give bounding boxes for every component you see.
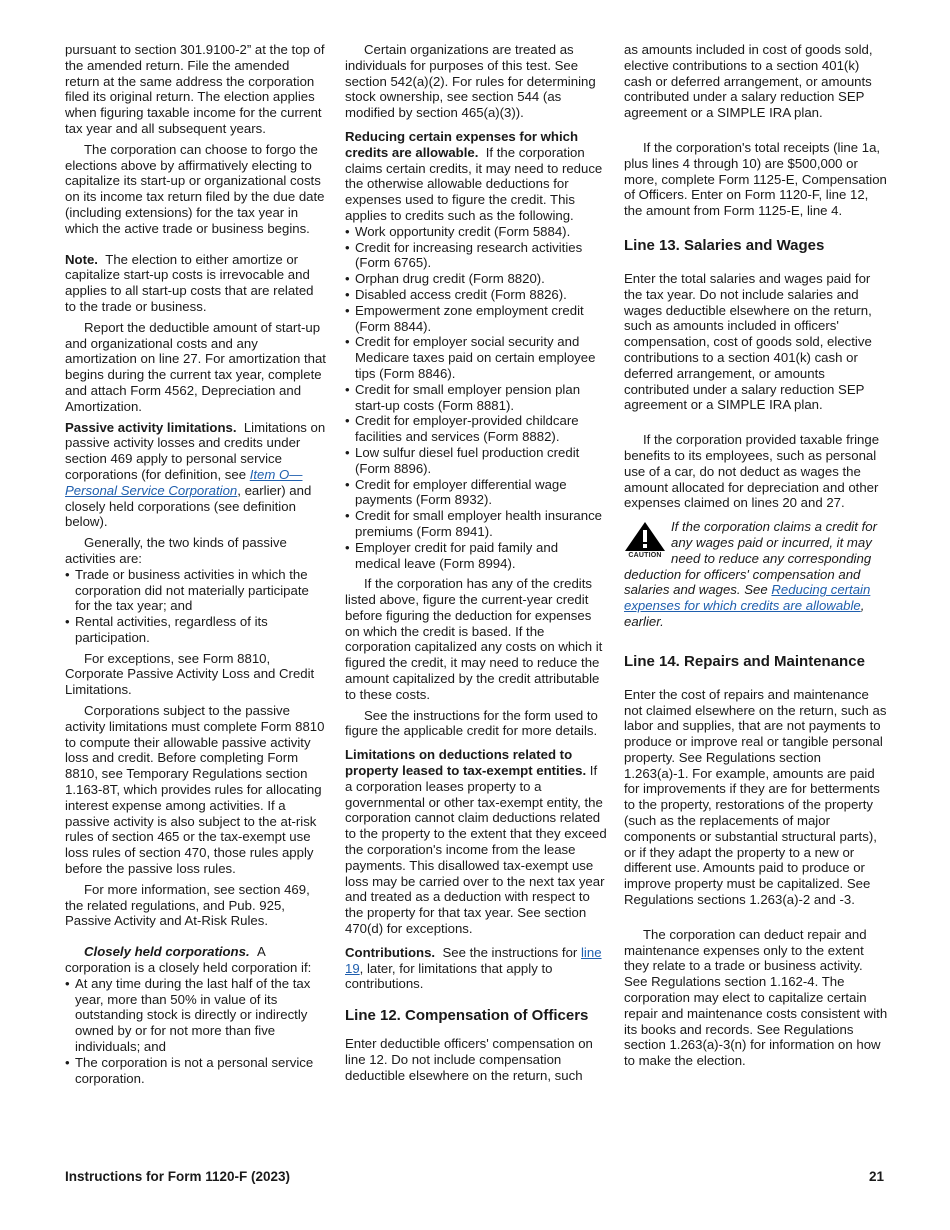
caution-note: [624, 519, 888, 630]
paragraph: Enter deductible officers' compensation on line 12. Do not include compensation deductible elsewhere on the return, such: [345, 1036, 593, 1083]
list-item: • Rental activities, regardless of its participation.: [65, 614, 327, 646]
paragraph: If the corporation provided taxable fringe benefits to its employees, such as personal use of a car, do not deduct as wages the amount allocated for depreciation and other expenses claimed on lines 20 and 27.: [624, 432, 880, 511]
passive-activity-paragraph: [65, 420, 327, 531]
list-item: • Work opportunity credit (Form 5884).: [345, 224, 607, 240]
list-item: • Credit for small employer pension plan start-up costs (Form 8881).: [345, 382, 607, 414]
paragraph-text: See the instructions for: [442, 944, 578, 960]
caution-icon: [624, 521, 666, 561]
column-3: [624, 42, 888, 1074]
list-item: • Credit for employer social security and Medicare taxes paid on certain employee tips (Form 8846).: [345, 334, 607, 381]
list-item: • Credit for employer differential wage payments (Form 8932).: [345, 477, 607, 509]
paragraph-text: , earlier) and closely held corporations (see definition below).: [65, 482, 312, 530]
closely-held-list: [65, 976, 327, 1087]
list-item: • At any time during the last half of the tax year, more than 50% in value of its outstanding stock is directly or indirectly owned by or for not more than five individuals; and: [65, 976, 327, 1055]
contributions-heading: Contributions.: [345, 944, 436, 960]
credits-list: [345, 224, 607, 572]
list-item: • Low sulfur diesel fuel production credit (Form 8896).: [345, 445, 607, 477]
paragraph: The corporation can choose to forgo the elections above by affirmatively electing to capitalize its start-up or organizational costs on its income tax return filed by the due date (including extensions) for the tax year in which the active trade or business begins.: [65, 141, 325, 236]
note-label: Note.: [65, 251, 98, 267]
list-item: • Empowerment zone employment credit (Form 8844).: [345, 303, 607, 335]
list-item: • Employer credit for paid family and medical leave (Form 8994).: [345, 540, 607, 572]
footer-title: Instructions for Form 1120-F (2023): [65, 1169, 291, 1184]
paragraph-text: A corporation is a closely held corporation if:: [65, 944, 312, 976]
paragraph: Certain organizations are treated as individuals for purposes of this test. See section 542(a)(2). For rules for determining stock ownership, see section 544 (as modified by section 465(a)(3)).: [345, 42, 596, 121]
closely-held-paragraph: [65, 944, 327, 976]
paragraph: Corporations subject to the passive activity limitations must complete Form 8810 to compute their allowable passive activity loss and credit. Before completing Form 8810, see Temporary Regulations section 1.163-8T, which provides rules for allocating interest expense among activities. If a passive activity is also subject to the at-risk rules of section 465 or the tax-exempt use loss rules of section 470, those rules apply before the passive loss rules.: [65, 703, 325, 877]
paragraph: See the instructions for the form used to figure the applicable credit for more details.: [345, 707, 598, 739]
paragraph: If the corporation's total receipts (line 1a, plus lines 4 through 10) are $500,000 or more, complete Form 1125-E, Compensation of Officers. Enter on Form 1120-F, line 12, the amount from Form 1125-E, line 4.: [624, 139, 887, 219]
list-item: • The corporation is not a personal service corporation.: [65, 1055, 327, 1087]
warning-triangle-icon: [624, 521, 666, 552]
paragraph: as amounts included in cost of goods sold, elective contributions to a section 401(k) cash or deferred arrangement, or amounts contributed under a salary reduction SEP agreement or a SIMPLE IRA plan.: [624, 42, 873, 121]
paragraph: If the corporation has any of the credits listed above, figure the current-year credit before figuring the deduction for expenses on which the credit is based. If the corporation capitalized any costs on which it figured the credit, it may need to reduce the amount capitalized by the credit attributable to these costs.: [345, 576, 603, 702]
list-item: • Orphan drug credit (Form 8820).: [345, 271, 607, 287]
line-14-heading: Line 14. Repairs and Maintenance: [624, 652, 865, 670]
paragraph: pursuant to section 301.9100-2” at the top of the amended return. File the amended return at the same address the corporation filed its original return. The election applies when figuring taxable income for the current tax year and all subsequent years.: [65, 42, 325, 136]
paragraph: For exceptions, see Form 8810, Corporate Passive Activity Loss and Credit Limitations.: [65, 650, 315, 698]
reducing-expenses-paragraph: [345, 129, 607, 224]
paragraph: Enter the total salaries and wages paid for the tax year. Do not include salaries and wages deductible elsewhere on the return, such as amounts included in officers' compensation, cost of goods sold, elective contributions to a section 401(k) cash or deferred arrangement, or amounts contributed under a salary reduction SEP agreement or a SIMPLE IRA plan.: [624, 270, 872, 413]
list-item: • Trade or business activities in which the corporation did not materially participate for the tax year; and: [65, 567, 327, 614]
paragraph-text: If the corporation claims certain credits, it may need to reduce the otherwise allowable deductions for expenses used to figure the credit. This applies to credits such as the following.: [345, 144, 603, 223]
paragraph: The corporation can deduct repair and maintenance expenses only to the extent they relate to a trade or business activity. See Regulations section 1.162-4. The corporation may elect to capitalize certain repair and maintenance costs consistent with its books and records. See Regulations section 1.263(a)-3(n) for information on how to make the election.: [624, 926, 888, 1069]
limitations-heading: Limitations on deductions related to property leased to tax-exempt entities.: [345, 747, 587, 779]
column-1: [65, 42, 327, 1086]
note-paragraph: [65, 252, 327, 315]
list-item: • Credit for employer-provided childcare facilities and services (Form 8882).: [345, 413, 607, 445]
item-o-link[interactable]: Item O—Personal Service Corporation: [65, 466, 303, 498]
page-number: 21: [868, 1169, 884, 1184]
line-13-heading: Line 13. Salaries and Wages: [624, 236, 825, 254]
caution-text: If the corporation claims a credit for any wages paid or incurred, it may need to reduce any corresponding deduction for officers' compensation and salaries and wages. See: [624, 519, 877, 598]
column-2: [345, 42, 607, 1089]
passive-activity-heading: Passive activity limitations.: [65, 419, 237, 435]
reducing-expenses-heading: Reducing certain expenses for which credits are allowable.: [345, 128, 579, 160]
closely-held-heading: Closely held corporations.: [84, 944, 250, 960]
list-item: • Credit for increasing research activities (Form 6765).: [345, 240, 607, 272]
paragraph-text: , later, for limitations that apply to contributions.: [345, 960, 553, 992]
paragraph: For more information, see section 469, the related regulations, and Pub. 925, Passive Activity and At-Risk Rules.: [65, 881, 310, 929]
paragraph-text: If a corporation leases property to a governmental or other tax-exempt entity, the corporation cannot claim deductions related to the property to the extent that they exceed the corporation's income from the lease payments. This disallowed tax-exempt use loss may be carried over to the next tax year and treated as a deduction with respect to the property for that tax year. See section 470(d) for exceptions.: [345, 763, 607, 937]
paragraph: Enter the cost of repairs and maintenance not claimed elsewhere on the return, such as labor and supplies, that are not payments to produce or improve real or tangible personal property. See Regulations section 1.263(a)-1. For example, amounts are paid for improvements if they are for betterments to the property, restorations of the property (such as the replacements of major components or substantial structural parts), or if they adapt the property to a new or different use. Amounts paid to produce or improve property must be capitalized. See Regulations sections 1.263(a)-2 and -3.: [624, 686, 887, 908]
contributions-paragraph: [345, 945, 607, 992]
reducing-expenses-link[interactable]: Reducing certain expenses for which credits are allowable: [624, 582, 871, 614]
caution-text: , earlier.: [624, 598, 865, 629]
paragraph: Report the deductible amount of start-up and organizational costs and any amortization on line 27. For amortization that begins during the current tax year, complete and attach Form 4562, Depreciation and Amortization.: [65, 319, 326, 414]
paragraph: Generally, the two kinds of passive activities are:: [65, 535, 287, 566]
note-text: The election to either amortize or capitalize start-up costs is irrevocable and applies to all start-up costs that are related to the trade or business.: [65, 251, 314, 314]
line-12-heading: Line 12. Compensation of Officers: [345, 1007, 589, 1025]
line-19-link[interactable]: line 19: [345, 944, 602, 976]
list-item: • Credit for small employer health insurance premiums (Form 8941).: [345, 508, 607, 540]
list-item: • Disabled access credit (Form 8826).: [345, 287, 607, 303]
limitations-paragraph: [345, 747, 607, 937]
passive-activity-list: [65, 567, 327, 646]
paragraph-text: Limitations on passive activity losses and credits under section 469 apply to personal service corporations (for definition, see: [65, 419, 326, 482]
caution-label: CAUTION: [628, 552, 662, 560]
